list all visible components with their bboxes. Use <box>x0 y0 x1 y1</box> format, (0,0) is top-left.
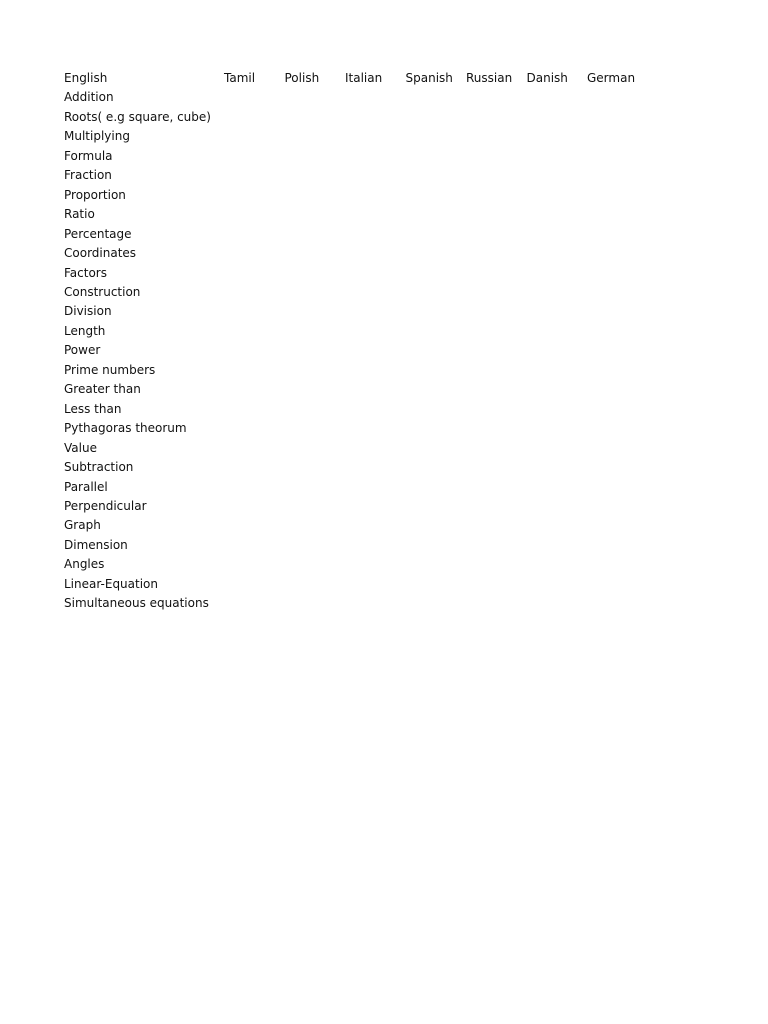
translation-cell-german <box>583 361 644 380</box>
translation-cell-danish <box>523 186 584 205</box>
translation-cell-russian <box>462 439 523 458</box>
translation-cell-italian <box>341 361 402 380</box>
translation-cell-danish <box>523 205 584 224</box>
translation-cell-spanish <box>402 225 463 244</box>
translation-cell-danish <box>523 341 584 360</box>
translation-cell-spanish <box>402 555 463 574</box>
translation-cell-danish <box>523 536 584 555</box>
translation-cell-german <box>583 478 644 497</box>
header-danish: Danish <box>526 71 568 85</box>
translation-cell-russian <box>462 536 523 555</box>
term-cell: Multiplying <box>64 129 130 144</box>
table-row <box>60 166 644 185</box>
term-cell: Addition <box>64 90 114 105</box>
translation-cell-tamil <box>220 341 281 360</box>
translation-cell-russian <box>462 380 523 399</box>
translation-cell-german <box>583 555 644 574</box>
table-row <box>60 244 644 263</box>
translation-cell-italian <box>341 575 402 594</box>
translation-cell-italian <box>341 322 402 341</box>
translation-cell-spanish <box>402 478 463 497</box>
table-row <box>60 594 644 613</box>
translation-cell-tamil <box>220 575 281 594</box>
translation-cell-tamil <box>220 166 281 185</box>
translation-cell-spanish <box>402 439 463 458</box>
translation-cell-german <box>583 166 644 185</box>
translation-cell-polish <box>281 536 342 555</box>
translation-cell-tamil <box>220 225 281 244</box>
translation-cell-danish <box>523 594 584 613</box>
translation-cell-italian <box>341 478 402 497</box>
translation-cell-german <box>583 264 644 283</box>
term-cell: Prime numbers <box>64 362 156 377</box>
translation-cell-italian <box>341 166 402 185</box>
translation-cell-polish <box>281 244 342 263</box>
term-cell: Dimension <box>64 537 128 552</box>
translation-cell-polish <box>281 439 342 458</box>
translation-cell-russian <box>462 555 523 574</box>
term-cell: Subtraction <box>64 460 134 475</box>
translation-cell-german <box>583 497 644 516</box>
translation-cell-italian <box>341 419 402 438</box>
translation-cell-spanish <box>402 244 463 263</box>
translation-cell-tamil <box>220 283 281 302</box>
header-german: German <box>587 71 636 85</box>
table-row <box>60 127 644 146</box>
translation-cell-tamil <box>220 380 281 399</box>
translation-cell-danish <box>523 575 584 594</box>
translation-cell-italian <box>341 439 402 458</box>
translation-cell-russian <box>462 205 523 224</box>
translation-cell-italian <box>341 380 402 399</box>
table-row <box>60 516 644 535</box>
translation-cell-tamil <box>220 186 281 205</box>
translation-cell-tamil <box>220 244 281 263</box>
translation-cell-italian <box>341 147 402 166</box>
translation-cell-spanish <box>402 594 463 613</box>
translation-cell-tamil <box>220 497 281 516</box>
translation-cell-polish <box>281 458 342 477</box>
translation-cell-danish <box>523 225 584 244</box>
translation-cell-italian <box>341 458 402 477</box>
translation-cell-polish <box>281 497 342 516</box>
translation-cell-german <box>583 439 644 458</box>
table-row <box>60 497 644 516</box>
translation-cell-italian <box>341 244 402 263</box>
table-row <box>60 536 644 555</box>
translation-cell-danish <box>523 361 584 380</box>
translation-cell-italian <box>341 186 402 205</box>
translation-cell-danish <box>523 244 584 263</box>
translation-cell-russian <box>462 497 523 516</box>
translation-cell-danish <box>523 88 584 107</box>
translation-cell-danish <box>523 302 584 321</box>
table-row <box>60 205 644 224</box>
translation-cell-spanish <box>402 127 463 146</box>
translation-cell-german <box>583 419 644 438</box>
translation-cell-spanish <box>402 575 463 594</box>
table-row <box>60 361 644 380</box>
table-row <box>60 88 644 107</box>
translation-cell-polish <box>281 283 342 302</box>
translation-cell-spanish <box>402 186 463 205</box>
translation-cell-spanish <box>402 516 463 535</box>
translation-cell-german <box>583 536 644 555</box>
translation-cell-polish <box>281 264 342 283</box>
translation-cell-german <box>583 594 644 613</box>
translation-cell-spanish <box>402 400 463 419</box>
translation-cell-italian <box>341 594 402 613</box>
translation-cell-italian <box>341 400 402 419</box>
translation-cell-danish <box>523 458 584 477</box>
translation-cell-italian <box>341 108 402 127</box>
translation-cell-russian <box>462 127 523 146</box>
translation-cell-polish <box>281 419 342 438</box>
translation-cell-tamil <box>220 147 281 166</box>
header-row <box>60 69 644 88</box>
header-english: English <box>64 71 108 85</box>
translation-cell-german <box>583 283 644 302</box>
term-cell: Proportion <box>64 187 126 202</box>
translation-cell-spanish <box>402 205 463 224</box>
header-italian: Italian <box>345 71 383 85</box>
translation-cell-russian <box>462 283 523 302</box>
term-cell: Fraction <box>64 168 112 183</box>
translation-cell-russian <box>462 88 523 107</box>
translation-cell-italian <box>341 205 402 224</box>
translation-cell-spanish <box>402 380 463 399</box>
translation-cell-italian <box>341 225 402 244</box>
translation-cell-polish <box>281 341 342 360</box>
translation-cell-german <box>583 108 644 127</box>
translation-cell-tamil <box>220 536 281 555</box>
translation-cell-danish <box>523 127 584 146</box>
table-row <box>60 225 644 244</box>
translation-cell-spanish <box>402 419 463 438</box>
translation-cell-polish <box>281 400 342 419</box>
table-row <box>60 478 644 497</box>
table-row <box>60 419 644 438</box>
translation-cell-russian <box>462 147 523 166</box>
table-row <box>60 283 644 302</box>
translation-cell-polish <box>281 186 342 205</box>
translation-cell-polish <box>281 322 342 341</box>
table-row <box>60 302 644 321</box>
translation-cell-spanish <box>402 536 463 555</box>
table-row <box>60 458 644 477</box>
translation-cell-russian <box>462 225 523 244</box>
translation-cell-tamil <box>220 419 281 438</box>
translation-cell-german <box>583 575 644 594</box>
term-cell: Graph <box>64 518 101 533</box>
term-cell: Coordinates <box>64 246 137 261</box>
translation-cell-german <box>583 186 644 205</box>
translation-cell-italian <box>341 127 402 146</box>
table-row <box>60 147 644 166</box>
translation-cell-russian <box>462 322 523 341</box>
translation-cell-german <box>583 516 644 535</box>
term-rows <box>60 88 644 613</box>
translation-cell-russian <box>462 594 523 613</box>
translation-cell-russian <box>462 458 523 477</box>
translation-cell-tamil <box>220 205 281 224</box>
translation-cell-german <box>583 88 644 107</box>
translation-cell-german <box>583 225 644 244</box>
term-cell: Ratio <box>64 207 95 222</box>
table-row <box>60 108 644 127</box>
translation-cell-italian <box>341 302 402 321</box>
term-cell: Power <box>64 343 101 358</box>
translation-cell-spanish <box>402 361 463 380</box>
header-russian: Russian <box>466 71 513 85</box>
table-row <box>60 400 644 419</box>
translation-cell-italian <box>341 88 402 107</box>
term-cell: Perpendicular <box>64 498 147 513</box>
translation-cell-german <box>583 302 644 321</box>
term-cell: Simultaneous equations <box>64 596 209 611</box>
translation-cell-russian <box>462 264 523 283</box>
translation-cell-german <box>583 341 644 360</box>
term-cell: Less than <box>64 401 122 416</box>
term-cell: Greater than <box>64 382 141 397</box>
translation-cell-german <box>583 322 644 341</box>
translation-cell-german <box>583 400 644 419</box>
translation-cell-german <box>583 380 644 399</box>
translation-cell-tamil <box>220 594 281 613</box>
table-row <box>60 575 644 594</box>
translation-cell-german <box>583 205 644 224</box>
translation-cell-polish <box>281 478 342 497</box>
translation-cell-italian <box>341 283 402 302</box>
table-row <box>60 439 644 458</box>
translation-cell-polish <box>281 302 342 321</box>
translation-cell-italian <box>341 536 402 555</box>
translation-cell-german <box>583 127 644 146</box>
table-row <box>60 322 644 341</box>
translation-cell-danish <box>523 322 584 341</box>
translation-cell-spanish <box>402 341 463 360</box>
table-row <box>60 555 644 574</box>
translation-cell-polish <box>281 127 342 146</box>
translation-cell-russian <box>462 478 523 497</box>
translation-cell-tamil <box>220 555 281 574</box>
translation-cell-danish <box>523 283 584 302</box>
translation-cell-polish <box>281 225 342 244</box>
translation-cell-spanish <box>402 283 463 302</box>
translation-cell-russian <box>462 575 523 594</box>
translation-cell-danish <box>523 380 584 399</box>
translation-cell-italian <box>341 264 402 283</box>
translation-cell-danish <box>523 400 584 419</box>
translation-cell-polish <box>281 555 342 574</box>
translation-cell-russian <box>462 419 523 438</box>
translation-cell-polish <box>281 205 342 224</box>
translation-cell-danish <box>523 108 584 127</box>
translation-cell-tamil <box>220 400 281 419</box>
translation-cell-tamil <box>220 478 281 497</box>
translation-cell-danish <box>523 478 584 497</box>
translation-cell-spanish <box>402 166 463 185</box>
translation-cell-russian <box>462 341 523 360</box>
translation-cell-russian <box>462 400 523 419</box>
translation-cell-danish <box>523 555 584 574</box>
translation-cell-polish <box>281 380 342 399</box>
table-row <box>60 341 644 360</box>
translation-cell-polish <box>281 575 342 594</box>
translation-cell-polish <box>281 594 342 613</box>
translation-cell-tamil <box>220 322 281 341</box>
header-spanish: Spanish <box>405 71 453 85</box>
translation-cell-spanish <box>402 458 463 477</box>
term-cell: Factors <box>64 265 107 280</box>
translation-cell-russian <box>462 361 523 380</box>
translation-cell-tamil <box>220 302 281 321</box>
translation-cell-italian <box>341 497 402 516</box>
term-cell: Division <box>64 304 112 319</box>
translation-cell-russian <box>462 516 523 535</box>
translation-cell-tamil <box>220 127 281 146</box>
term-cell: Linear-Equation <box>64 576 159 591</box>
term-cell: Value <box>64 440 97 455</box>
translation-cell-danish <box>523 516 584 535</box>
term-cell: Formula <box>64 148 113 163</box>
translation-cell-russian <box>462 166 523 185</box>
translation-cell-italian <box>341 516 402 535</box>
translation-cell-tamil <box>220 458 281 477</box>
term-cell: Pythagoras theorum <box>64 421 187 436</box>
translation-cell-danish <box>523 147 584 166</box>
translation-cell-spanish <box>402 264 463 283</box>
translation-cell-polish <box>281 147 342 166</box>
translation-cell-russian <box>462 302 523 321</box>
term-cell: Roots( e.g square, cube) <box>64 109 211 124</box>
term-cell: Length <box>64 323 106 338</box>
translation-cell-polish <box>281 108 342 127</box>
term-cell: Construction <box>64 284 141 299</box>
translation-cell-german <box>583 458 644 477</box>
translation-cell-spanish <box>402 302 463 321</box>
translation-cell-danish <box>523 439 584 458</box>
translation-cell-german <box>583 147 644 166</box>
translation-cell-danish <box>523 166 584 185</box>
translation-cell-spanish <box>402 322 463 341</box>
translation-cell-polish <box>281 166 342 185</box>
translation-cell-russian <box>462 186 523 205</box>
translation-cell-tamil <box>220 361 281 380</box>
translation-cell-danish <box>523 419 584 438</box>
translation-cell-danish <box>523 497 584 516</box>
translation-cell-spanish <box>402 108 463 127</box>
table-row <box>60 186 644 205</box>
term-cell: Angles <box>64 557 105 572</box>
translation-cell-tamil <box>220 108 281 127</box>
translation-cell-danish <box>523 264 584 283</box>
translation-cell-spanish <box>402 147 463 166</box>
translation-cell-italian <box>341 555 402 574</box>
translation-cell-tamil <box>220 88 281 107</box>
term-cell: Percentage <box>64 226 132 241</box>
translation-cell-german <box>583 244 644 263</box>
header-tamil: Tamil <box>224 71 256 85</box>
translation-cell-russian <box>462 108 523 127</box>
table-row <box>60 264 644 283</box>
translation-cell-italian <box>341 341 402 360</box>
translation-cell-tamil <box>220 264 281 283</box>
translation-cell-tamil <box>220 439 281 458</box>
translation-cell-russian <box>462 244 523 263</box>
table-row <box>60 380 644 399</box>
translation-cell-polish <box>281 88 342 107</box>
translation-cell-tamil <box>220 516 281 535</box>
header-polish: Polish <box>284 71 320 85</box>
translation-cell-spanish <box>402 88 463 107</box>
translation-cell-polish <box>281 361 342 380</box>
translation-table <box>60 69 644 614</box>
translation-cell-polish <box>281 516 342 535</box>
translation-cell-spanish <box>402 497 463 516</box>
term-cell: Parallel <box>64 479 108 494</box>
